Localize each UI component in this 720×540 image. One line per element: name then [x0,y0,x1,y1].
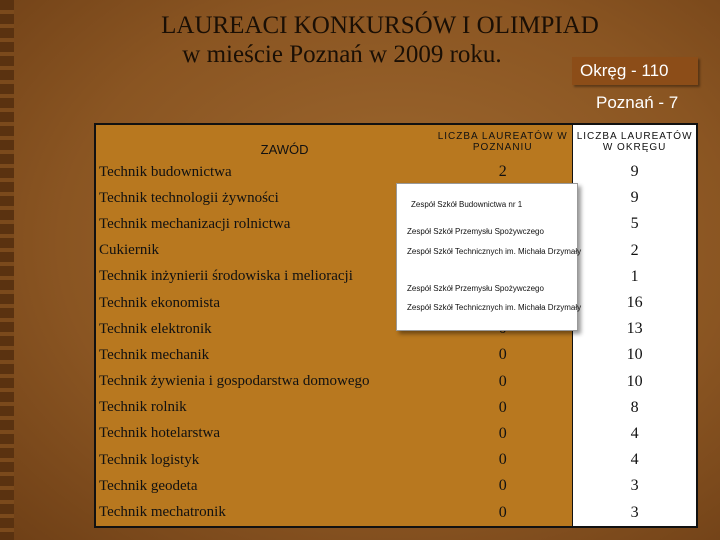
table-row [95,395,697,421]
header-poznan: LICZBA LAUREATÓW W POZNANIU [433,124,573,159]
row-okreg-count: 10 [573,342,697,368]
row-poznan-count: 0 [433,369,573,395]
row-name: Technik logistyk [95,447,433,473]
row-name: Technik żywienia i gospodarstwa domowego [95,369,433,395]
row-name: Cukiernik [95,238,433,264]
row-okreg-count: 13 [573,316,697,342]
row-name: Technik elektronik [95,316,433,342]
row-name: Technik mechanik [95,342,433,368]
row-name: Technik mechanizacji rolnictwa [95,211,433,237]
row-okreg-count: 3 [573,473,697,499]
row-okreg-count: 4 [573,447,697,473]
row-okreg-count: 2 [573,238,697,264]
okreg-badge: Okręg - 110 [572,57,698,85]
row-name: Technik mechatronik [95,499,433,526]
row-name: Technik ekonomista [95,290,433,316]
page-title-line2: w mieście Poznań w 2009 roku. [182,41,502,68]
row-name: Technik rolnik [95,395,433,421]
table-row [95,447,697,473]
row-okreg-count: 5 [573,211,697,237]
row-poznan-count: 0 [433,473,573,499]
row-poznan-count: 2 [433,159,573,185]
table-row [95,369,697,395]
row-name: Technik inżynierii środowiska i melioracji [95,264,433,290]
table-row [95,159,697,185]
tooltip-line: Zespół Szkół Przemysłu Spożywczego [407,227,544,236]
table-header-row [95,124,697,159]
page-title-line1: LAUREACI KONKURSÓW I OLIMPIAD [161,12,599,39]
row-poznan-count: 0 [433,499,573,526]
row-okreg-count: 9 [573,159,697,185]
tooltip-line: Zespół Szkół Przemysłu Spożywczego [407,284,544,293]
tooltip-line: Zespół Szkół Technicznych im. Michała Drzymały [407,303,582,312]
row-okreg-count: 3 [573,499,697,526]
row-okreg-count: 10 [573,369,697,395]
row-okreg-count: 16 [573,290,697,316]
row-name: Technik geodeta [95,473,433,499]
decorative-left-strip [0,0,14,540]
row-okreg-count: 1 [573,264,697,290]
row-name: Technik technologii żywności [95,185,433,211]
row-okreg-count: 4 [573,421,697,447]
poznan-badge: Poznań - 7 [596,93,679,112]
row-okreg-count: 8 [573,395,697,421]
schools-tooltip [396,183,582,331]
row-okreg-count: 9 [573,185,697,211]
header-zawod: ZAWÓD [95,124,433,159]
row-poznan-count: 0 [433,342,573,368]
tooltip-line: Zespół Szkół Budownictwa nr 1 [411,200,523,209]
table-row [95,499,697,526]
table-row [95,473,697,499]
row-name: Technik hotelarstwa [95,421,433,447]
row-poznan-count: 0 [433,395,573,421]
row-poznan-count: 0 [433,421,573,447]
table-row [95,421,697,447]
table-row [95,342,697,368]
tooltip-line: Zespół Szkół Technicznych im. Michała Drzymały [407,247,582,256]
row-poznan-count: 0 [433,447,573,473]
row-name: Technik budownictwa [95,159,433,185]
header-okreg: LICZBA LAUREATÓW W OKRĘGU [573,124,697,159]
